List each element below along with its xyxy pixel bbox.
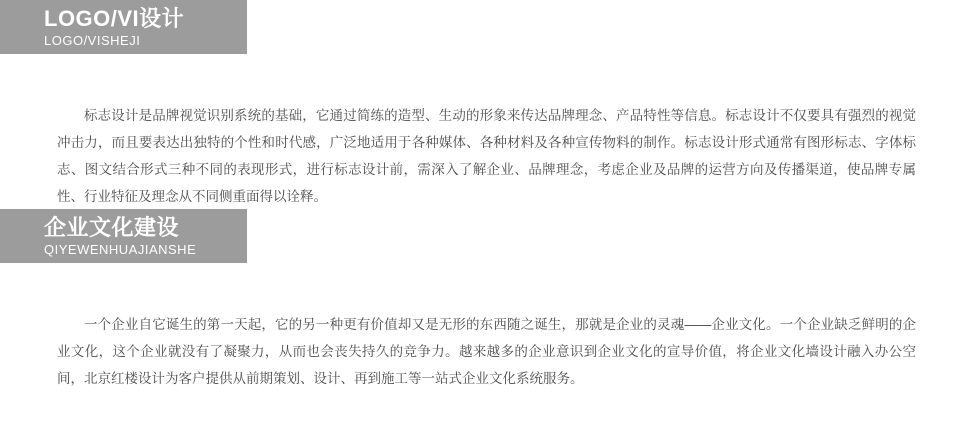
paragraph-corporate-culture: 一个企业自它诞生的第一天起，它的另一种更有价值却又是无形的东西随之诞生，那就是企业的灵魂——企业文化。一个企业缺乏鲜明的企业文化，这个企业就没有了凝聚力，从而也会丧失持久的竞争力。越来越多的企业意识到企业文化的宣导价值，将企业文化墙设计融入办公空间，北京红楼设计为客户提供从前期策划、设计、再到施工等一站式企业文化系统服务。 [57,316,916,386]
section-title-en: QIYEWENHUAJIANSHE [44,241,197,257]
section-header-logo-vi [0,0,247,54]
section-title-en: LOGO/VISHEJI [44,32,141,48]
section-title-cn: 企业文化建设 [44,214,180,240]
paragraph-logo-vi: 标志设计是品牌视觉识别系统的基础，它通过简练的造型、生动的形象来传达品牌理念、产品特性等信息。标志设计不仅要具有强烈的视觉冲击力，而且要表达出独特的个性和时代感，广泛地适用于各种媒体、各种材料及各种宣传物料的制作。标志设计形式通常有图形标志、字体标志、图文结合形式三种不同的表现形式，进行标志设计前，需深入了解企业、品牌理念，考虑企业及品牌的运营方向及传播渠道，使品牌专属性、行业特征及理念从不同侧重面得以诠释。 [57,107,916,204]
section-header-corporate-culture [0,209,247,263]
section-title-cn: LOGO/VI设计 [44,5,185,31]
